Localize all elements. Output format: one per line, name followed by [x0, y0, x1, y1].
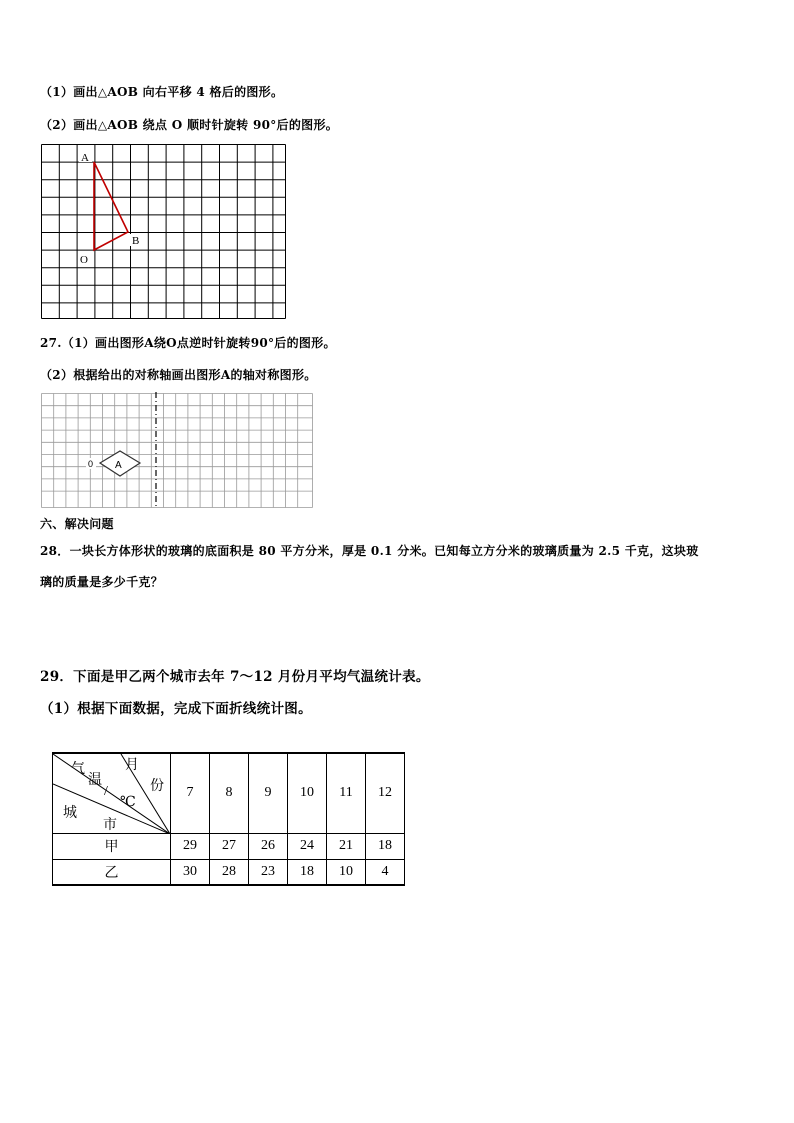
- city-label-yi: 乙: [53, 859, 171, 885]
- temperature-table: [52, 752, 405, 886]
- month-header-11: 11: [327, 753, 366, 833]
- table-row: [53, 833, 405, 859]
- q26-part1: （1）画出△AOB 向右平移 4 格后的图形。: [40, 85, 284, 99]
- corner-yue: 月: [125, 758, 139, 773]
- table-cell: 28: [210, 859, 249, 885]
- table-corner-cell: [53, 753, 171, 833]
- table-cell: 26: [249, 833, 288, 859]
- section-title: 六、解决问题: [40, 517, 114, 531]
- point-o-label: 0: [88, 459, 94, 469]
- q26-part2: （2）画出△AOB 绕点 O 顺时针旋转 90°后的图形。: [40, 118, 339, 132]
- corner-fen: 份: [150, 779, 164, 794]
- table-cell: 29: [171, 833, 210, 859]
- city-label-jia: 甲: [53, 833, 171, 859]
- grid-triangle-aob: [39, 142, 289, 322]
- month-header-9: 9: [249, 753, 288, 833]
- triangle-aob: [94, 162, 128, 250]
- corner-unit: ℃: [120, 795, 136, 810]
- grid-lines-1: [42, 145, 286, 319]
- table-cell: 18: [288, 859, 327, 885]
- table-cell: 10: [327, 859, 366, 885]
- table-header-row: [53, 753, 405, 833]
- label-b: B: [132, 235, 140, 247]
- table-row: [53, 859, 405, 885]
- table-cell: 21: [327, 833, 366, 859]
- grid-diamond-a: [40, 392, 316, 510]
- corner-wen: 温: [88, 773, 102, 788]
- month-header-8: 8: [210, 753, 249, 833]
- month-header-12: 12: [366, 753, 405, 833]
- label-o: O: [80, 254, 88, 266]
- corner-shi: 市: [103, 818, 117, 833]
- table-cell: 24: [288, 833, 327, 859]
- grid-lines-2: [42, 394, 313, 508]
- shape-a-label: A: [115, 460, 122, 471]
- label-a: A: [81, 152, 89, 164]
- table-cell: 4: [366, 859, 405, 885]
- corner-slash: /: [104, 784, 108, 799]
- q28-line2: 璃的质量是多少千克？: [40, 575, 164, 589]
- q28-line1: 28．一块长方体形状的玻璃的底面积是 80 平方分米，厚是 0.1 分米。已知每立方分米的玻璃质量为 2.5 千克，这块玻: [40, 544, 699, 558]
- month-header-10: 10: [288, 753, 327, 833]
- table-cell: 27: [210, 833, 249, 859]
- month-header-7: 7: [171, 753, 210, 833]
- q29-title: 29．下面是甲乙两个城市去年 7～12 月份月平均气温统计表。: [40, 669, 430, 685]
- q29-part1: （1）根据下面数据，完成下面折线统计图。: [40, 701, 312, 717]
- q27-part1: 27.（1）画出图形A绕O点逆时针旋转90°后的图形。: [40, 336, 336, 350]
- q27-part2: （2）根据给出的对称轴画出图形A的轴对称图形。: [40, 368, 317, 382]
- table-cell: 30: [171, 859, 210, 885]
- corner-qi: 气: [71, 762, 85, 777]
- corner-cheng: 城: [63, 806, 77, 821]
- table-cell: 18: [366, 833, 405, 859]
- table-cell: 23: [249, 859, 288, 885]
